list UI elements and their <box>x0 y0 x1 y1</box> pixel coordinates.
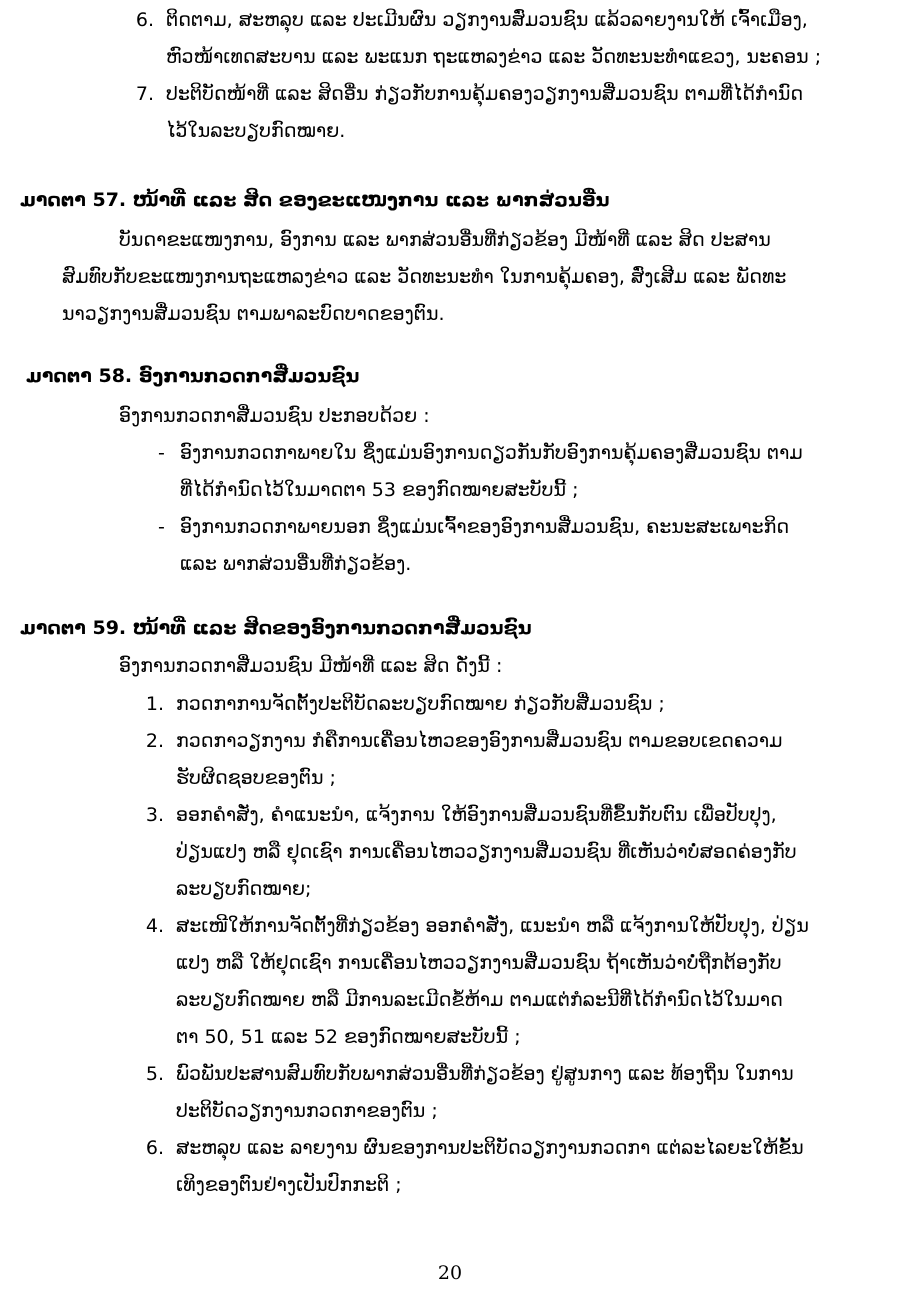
item-number: 6. <box>145 1137 164 1159</box>
item-text-line: ຕາ 50, 51 ແລະ 52 ຂອງກົດໝາຍສະບັບນີ້ ; <box>176 1026 521 1048</box>
list-item <box>132 2 821 76</box>
article-58-intro: ອົງການກວດກາສື່ມວນຊົນ ປະກອບດ້ວຍ : <box>119 405 430 427</box>
list-item <box>142 723 809 797</box>
item-text-line: ໄວ້ໃນລະບຽບກົດໝາຍ. <box>166 120 346 142</box>
item-text-line: ຫົວໜ້າເທດສະບານ ແລະ ພະແນກ ຖະແຫລງຂ່າວ ແລະ ວັດທະນະທຳແຂວງ, ນະຄອນ ; <box>166 46 822 68</box>
item-text-line: ແລະ ພາກສ່ວນອື່ນທີ່ກ່ຽວຂ້ອງ. <box>180 553 412 575</box>
paragraph-line: ນາວຽກງານສື່ມວນຊົນ ຕາມພາລະບົດບາດຂອງຕົນ. <box>62 303 445 325</box>
article-57-heading: ມາດຕາ 57. ໜ້າທີ່ ແລະ ສິດ ຂອງຂະແໜງການ ແລະ ພາກສ່ວນອື່ນ <box>20 189 610 211</box>
item-text-line: ອອກຄຳສັ່ງ, ຄຳແນະນຳ, ແຈ້ງການ ໃຫ້ອົງການສື່ມວນຊົນທີ່ຂຶ້ນກັບຕົນ ເພື່ອປັບປຸງ, <box>176 804 777 826</box>
article-59-intro: ອົງການກວດກາສື່ມວນຊົນ ມີໜ້າທີ່ ແລະ ສິດ ດັ່ງນີ້ : <box>119 655 503 677</box>
item-text-line: ປະຕິບັດວຽກງານກວດກາຂອງຕົນ ; <box>176 1100 438 1122</box>
item-number: 6. <box>135 9 154 31</box>
item-text-line: ລະບຽບກົດໝາຍ; <box>176 878 312 900</box>
paragraph-line: ບັນດາຂະແໜງການ, ອົງການ ແລະ ພາກສ່ວນອື່ນທີ່ກ່ຽວຂ້ອງ ມີໜ້າທີ່ ແລະ ສິດ ປະສານ <box>119 229 771 251</box>
list-item <box>142 908 809 1056</box>
item-number: 1. <box>145 693 164 715</box>
item-text-line: ຮັບຜິດຊອບຂອງຕົນ ; <box>176 767 336 789</box>
item-text-line: ລະບຽບກົດໝາຍ ຫລື ມີການລະເມີດຂໍ້ຫ້າມ ຕາມແຕ່ກໍລະນີທີ່ໄດ້ກຳນົດໄວ້ໃນມາດ <box>176 989 783 1011</box>
item-text-line: ທີ່ໄດ້ກຳນົດໄວ້ໃນມາດຕາ 53 ຂອງກົດໝາຍສະບັບນີ້ ; <box>180 479 579 501</box>
article-58-list <box>158 435 803 583</box>
item-number: 4. <box>145 915 164 937</box>
article-59-heading: ມາດຕາ 59. ໜ້າທີ່ ແລະ ສິດຂອງອົງການກວດກາສື່ມວນຊົນ <box>20 617 532 639</box>
item-text-line: ອົງການກວດກາພາຍໃນ ຊຶ່ງແມ່ນອົງການດຽວກັນກັບອົງການຄຸ້ມຄອງສື່ມວນຊົນ ຕາມ <box>180 442 803 464</box>
item-text-line: ແປງ ຫລື ໃຫ້ຢຸດເຊົາ ການເຄື່ອນໄຫວວຽກງານສື່ມວນຊົນ ຖ້າເຫັນວ່າບໍ່ຖືກຕ້ອງກັບ <box>176 952 782 974</box>
list-item <box>142 1130 809 1204</box>
item-text-line: ກວດກາວຽກງານ ກໍຄືການເຄື່ອນໄຫວຂອງອົງການສື່ມວນຊົນ ຕາມຂອບເຂດຄວາມ <box>176 730 783 752</box>
item-text-line: ປ່ຽນແປງ ຫລື ຢຸດເຊົາ ການເຄື່ອນໄຫວວຽກງານສື່ມວນຊົນ ທີ່ເຫັນວ່າບໍ່ສອດຄ່ອງກັບ <box>176 841 797 863</box>
item-text-line: ຕິດຕາມ, ສະຫລຸບ ແລະ ປະເມີນຜົນ ວຽກງານສົ່ມວນຊົນ ແລ້ວລາຍງານໃຫ້ ເຈົ້າເມືອງ, <box>166 9 808 31</box>
item-text-line: ກວດກາການຈັດຕັ້ງປະຕິບັດລະບຽບກົດໝາຍ ກ່ຽວກັບສື່ມວນຊົນ ; <box>176 693 665 715</box>
article-58-heading: ມາດຕາ 58. ອົງການກວດກາສື່ມວນຊົນ <box>26 365 360 387</box>
item-text-line: ພົວພັນປະສານສົມທົບກັບພາກສ່ວນອື່ນທີ່ກ່ຽວຂ້ອງ ຢູ່ສູນກາງ ແລະ ທ້ອງຖິ່ນ ໃນການ <box>176 1063 794 1085</box>
paragraph-line: ສົມທົບກັບຂະແໜງການຖະແຫລງຂ່າວ ແລະ ວັດທະນະທຳ ໃນການຄຸ້ມຄອງ, ສົ່ງເສີມ ແລະ ພັດທະ <box>62 266 787 288</box>
article-59-list <box>142 686 809 1204</box>
list-item <box>158 435 803 509</box>
item-text-line: ອົງການກວດກາພາຍນອກ ຊຶ່ງແມ່ນເຈົ້າຂອງອົງການສື່ມວນຊົນ, ຄະນະສະເພາະກິດ <box>180 516 790 538</box>
list-item <box>132 76 821 150</box>
item-number: 2. <box>145 730 164 752</box>
list-item <box>142 1056 809 1130</box>
item-text-line: ສະຫລຸບ ແລະ ລາຍງານ ຜົນຂອງການປະຕິບັດວຽກງານກວດກາ ແຕ່ລະໄລຍະໃຫ້ຂັ້ນ <box>176 1137 804 1159</box>
item-number: 7. <box>135 83 154 105</box>
list-item <box>142 797 809 908</box>
top-list <box>132 2 821 150</box>
page-number: 20 <box>437 1262 463 1284</box>
article-57-body <box>62 222 786 333</box>
item-number: 3. <box>145 804 164 826</box>
list-item <box>158 509 803 583</box>
item-number: 5. <box>145 1063 164 1085</box>
bullet-dash: - <box>158 442 165 464</box>
bullet-dash: - <box>158 516 165 538</box>
list-item <box>142 686 809 723</box>
item-text-line: ເທິງຂອງຕົນຢ່າງເປັນປົກກະຕິ ; <box>176 1174 402 1196</box>
item-text-line: ສະເໜີໃຫ້ການຈັດຕັ້ງທີ່ກ່ຽວຂ້ອງ ອອກຄຳສັ່ງ, ແນະນຳ ຫລື ແຈ້ງການໃຫ້ປັບປຸງ, ປ່ຽນ <box>176 915 809 937</box>
item-text-line: ປະຕິບັດໜ້າທີ່ ແລະ ສິດອື່ນ ກ່ຽວກັບການຄຸ້ມຄອງວຽກງານສື່ມວນຊົນ ຕາມທີ່ໄດ້ກຳນົດ <box>166 83 804 105</box>
